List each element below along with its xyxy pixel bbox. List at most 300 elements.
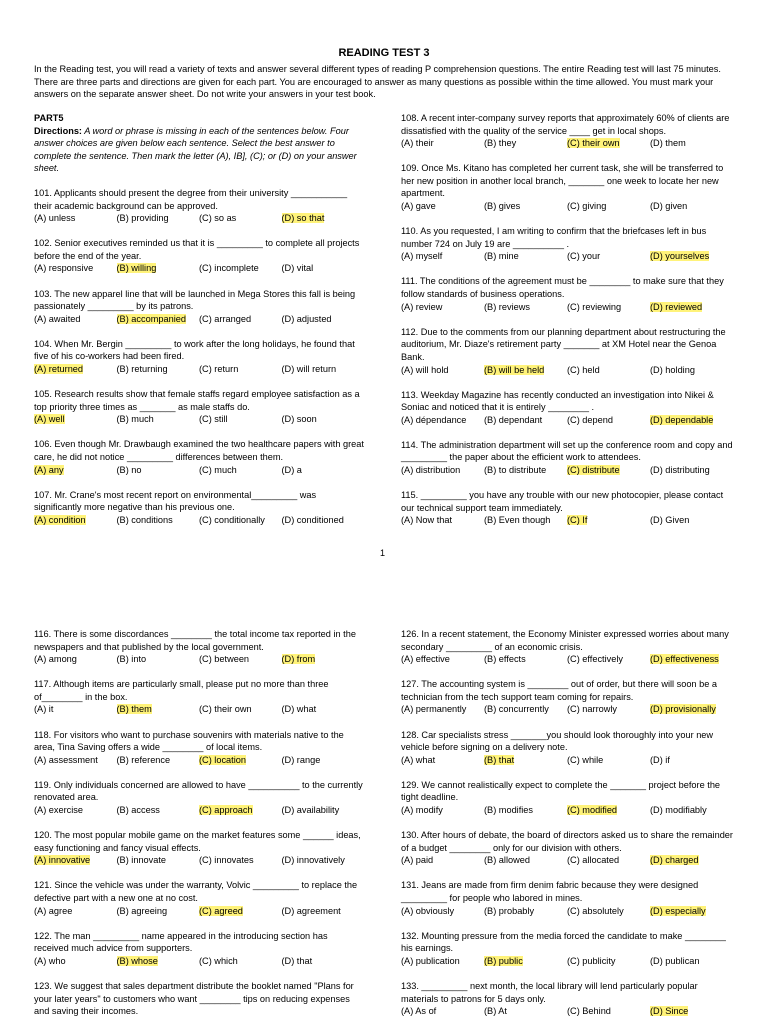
answer-option [282,212,365,225]
answer-option [650,250,733,263]
answer-option [401,301,484,314]
answer-option [484,905,567,918]
answer-option [650,301,733,314]
answer-text: (B) dependant [484,414,543,425]
page-2 [0,622,768,1024]
answer-text: (C) held [567,364,600,375]
answer-text: (D) holding [650,364,695,375]
answer-text: (C) still [199,414,228,425]
question-item [401,439,733,477]
answer-text: (B) much [116,414,154,425]
answer-text: (B) reviews [484,301,530,312]
answer-option [484,754,567,767]
answer-option [650,364,733,377]
question-text: 123. We suggest that sales department distribute the booklet named "Plans for your later years" to customers who want ________ tips on reducing expenses and saving their incomes. [34,980,354,1017]
page-title: READING TEST 3 [338,47,430,59]
question-item [34,930,364,968]
column-right [401,628,733,1030]
answer-option [567,301,650,314]
question-item [401,930,733,968]
question-text: 133. _________ next month, the local library will lend particularly popular materials to patrons for 5 days only. [401,980,698,1004]
highlighted-answer: (D) so that [281,213,325,224]
answer-option [484,250,567,263]
question-text: 119. Only individuals concerned are allowed to have __________ to the currently renovated area. [34,779,363,803]
directions [34,125,364,175]
answer-option [282,754,365,767]
answer-option [401,1005,484,1018]
answer-option [282,653,365,666]
column-left [34,112,364,539]
answer-option [650,464,733,477]
answer-option [650,854,733,867]
question-text: 109. Once Ms. Kitano has completed her current task, she will be transferred to her new position in another local branch, _______ one week to locate her new apartment. [401,163,724,199]
answer-option [199,363,282,376]
question-item [34,187,364,225]
question-text: 120. The most popular mobile game on the market features some ______ ideas, easy functioning and fancy visual effects. [34,830,361,853]
answer-options [401,703,733,716]
highlighted-answer: (C) modified [567,805,618,816]
answer-text: (C) absolutely [567,905,624,916]
question-item [34,388,364,426]
question-text: 121. Since the vehicle was under the warranty, Volvic _________ to replace the defective part with a new one at no cost. [34,880,358,903]
question-text: 102. Senior executives reminded us that it is _________ to complete all projects before the end of the year. [34,238,360,261]
answer-option [650,414,733,427]
answer-options [401,955,733,968]
answer-text: (D) them [650,138,686,149]
answer-text: (D) availability [281,805,340,816]
question-text: 114. The administration department will set up the conference room and copy and _________ the paper about the efficient work to attendees. [401,439,733,463]
answer-text: (A) publication [401,955,460,966]
question-item [34,288,364,326]
answer-options [401,905,733,918]
answer-text: (A) among [34,654,77,665]
highlighted-answer: (B) them [116,704,152,715]
answer-option [484,464,567,477]
part-title: PART5 [34,113,64,123]
question-text: 127. The accounting system is ________ out of order, but there will soon be a technician from the tech support team coming for repairs. [401,679,717,702]
answer-option [484,804,567,817]
answer-text: (A) effective [401,654,450,665]
question-text: 117. Although items are particularly small, please put no more than three of________ in the box. [34,679,329,702]
question-item [34,980,364,1018]
question-text: 105. Research results show that female staffs regard employee satisfaction as a top priority three times as _______ as male staffs do. [34,389,360,412]
answer-text: (B) innovate [116,855,167,866]
answer-options [34,514,364,527]
answer-option [484,854,567,867]
answer-option [567,1005,650,1018]
answer-option [401,653,484,666]
answer-option [650,905,733,918]
answer-option [567,955,650,968]
answer-option [199,262,282,275]
answer-option [34,514,117,527]
answer-option [567,905,650,918]
answer-options [401,301,733,314]
question-text: 128. Car specialists stress _______you should look thoroughly into your new vehicle before signing on a delivery note. [401,729,714,753]
answer-option [117,854,200,867]
answer-options [34,905,364,918]
page-gap [0,566,768,622]
highlighted-answer: (D) from [281,654,316,665]
answer-option [282,262,365,275]
answer-options [34,464,364,477]
highlighted-answer: (A) any [34,464,64,475]
answer-options [34,754,364,767]
answer-option [34,754,117,767]
answer-text: (D) will return [281,364,337,374]
answer-text: (D) a [281,464,302,475]
answer-option [401,137,484,150]
answer-option [401,464,484,477]
answer-option [484,137,567,150]
answer-options [34,313,364,326]
answer-text: (D) publican [650,955,700,966]
answer-text: (D) innovatively [281,855,345,866]
answer-options [401,464,733,477]
question-item [34,489,364,527]
highlighted-answer: (D) yourselves [650,251,710,262]
answer-option [567,414,650,427]
question-item [401,489,733,527]
question-text: 129. We cannot realistically expect to complete the _______ project before the tight deadline. [401,779,721,803]
question-list [401,628,733,1018]
answer-text: (B) modifies [484,805,534,816]
answer-option [401,250,484,263]
answer-option [117,262,200,275]
question-text: 104. When Mr. Bergin _________ to work after the long holidays, he found that five of his co-workers had been fired. [34,338,355,362]
answer-option [34,653,117,666]
answer-option [34,464,117,477]
question-text: 111. The conditions of the agreement must be ________ to make sure that they follow standards of business operations. [401,276,724,300]
answer-text: (C) conditionally [199,514,265,525]
highlighted-answer: (A) condition [34,514,86,525]
answer-text: (B) they [484,138,517,149]
question-item [401,628,733,666]
answer-option [282,514,365,527]
answer-text: (A) who [34,955,66,966]
column-right [401,112,733,539]
answer-option [484,200,567,213]
answer-text: (A) As of [401,1006,437,1017]
question-item [34,729,364,767]
answer-options [34,703,364,716]
question-item [34,237,364,275]
highlighted-answer: (B) will be held [484,364,545,375]
answer-options [34,854,364,867]
answer-option [401,955,484,968]
answer-text: (B) gives [484,201,521,212]
highlighted-answer: (C) If [567,515,588,526]
answer-text: (B) no [116,464,142,475]
answer-option [282,955,365,968]
answer-text: (C) your [567,251,601,262]
answer-text: (C) incomplete [199,263,259,274]
question-item [34,779,364,817]
highlighted-answer: (C) location [199,754,246,765]
answer-option [117,754,200,767]
answer-options [401,804,733,817]
answer-text: (B) into [116,654,147,665]
answer-text: (A) it [34,704,54,715]
question-text: 103. The new apparel line that will be launched in Mega Stores this fall is being passionately _________ by its patrons. [34,288,356,312]
answer-option [401,514,484,527]
highlighted-answer: (D) reviewed [650,301,703,312]
answer-option [199,653,282,666]
answer-option [117,313,200,326]
answer-options [34,262,364,275]
answer-option [34,804,117,817]
answer-option [34,854,117,867]
answer-text: (A) Now that [401,515,453,526]
question-item [401,326,733,376]
answer-options [401,1005,733,1018]
answer-text: (C) while [567,754,604,765]
question-item [401,389,733,427]
highlighted-answer: (C) distribute [567,465,620,476]
answer-option [199,464,282,477]
highlighted-answer: (C) their own [567,138,620,149]
answer-option [484,653,567,666]
answer-text: (B) reference [116,754,171,765]
highlighted-answer: (A) well [34,414,65,425]
highlighted-answer: (A) returned [34,364,84,374]
answer-text: (C) Behind [567,1006,611,1017]
question-item [34,678,364,716]
answer-text: (B) mine [484,251,519,262]
question-list [401,112,733,527]
answer-option [199,754,282,767]
answer-option [650,137,733,150]
question-text: 131. Jeans are made from firm denim fabric because they were designed _________ for people who labored in mines. [401,880,699,903]
answer-options [34,653,364,666]
answer-options [34,413,364,426]
answer-option [199,854,282,867]
answer-option [34,413,117,426]
answer-text: (C) publicity [567,955,616,966]
question-text: 112. Due to the comments from our planning department about restructuring the auditorium, Mr. Diaze's retirement party _______ at XM Hotel near the Genoa Bank. [401,326,726,362]
answer-option [117,363,200,376]
question-item [401,779,733,817]
answer-option [401,905,484,918]
answer-option [282,464,365,477]
question-item [401,225,733,263]
answer-option [567,200,650,213]
answer-option [401,200,484,213]
answer-text: (D) Given [650,515,690,526]
answer-text: (C) innovates [199,855,254,866]
question-list [34,187,364,526]
question-text: 122. The man _________ name appeared in the introducing section has received much advice from supporters. [34,930,328,954]
answer-option [484,703,567,716]
answer-text: (D) agreement [281,905,341,916]
question-text: 106. Even though Mr. Drawbaugh examined the two healthcare papers with great care, he did not notice _________ differences between them. [34,439,364,462]
answer-option [567,250,650,263]
question-item [34,879,364,917]
question-item [34,628,364,666]
answer-text: (D) given [650,201,688,212]
answer-option [401,754,484,767]
answer-text: (D) soon [281,414,317,425]
answer-options [401,514,733,527]
highlighted-answer: (D) provisionally [650,704,716,715]
answer-text: (B) At [484,1006,507,1017]
answer-option [117,703,200,716]
answer-text: (C) giving [567,201,607,212]
answer-text: (A) dépendance [401,414,467,425]
question-text: 116. There is some discordances ________ the total income tax reported in the newspapers and that published by the local government. [34,629,356,652]
answer-text: (B) probably [484,905,535,916]
question-text: 132. Mounting pressure from the media forced the candidate to make ________ his earnings. [401,930,726,954]
answer-text: (B) effects [484,654,526,665]
answer-option [117,413,200,426]
answer-option [282,804,365,817]
answer-text: (D) distributing [650,465,710,476]
answer-option [199,313,282,326]
answer-option [282,363,365,376]
answer-text: (A) agree [34,905,73,916]
answer-text: (A) responsive [34,263,94,274]
answer-text: (C) allocated [567,855,620,866]
answer-option [567,854,650,867]
answer-option [484,301,567,314]
answer-text: (A) permanently [401,704,467,715]
directions-text: A word or phrase is missing in each of the sentences below. Four answer choices are given below each sentence. Select the best answer to complete the sentence. Then mark the letter (A), IB], (C); or (D) on your answer sheet. [34,125,357,174]
question-text: 108. A recent inter-company survey reports that approximately 60% of clients are dissatisfied with the quality of the service ____ get in local shops. [401,113,730,136]
answer-text: (A) assessment [34,754,98,765]
page-number: 1 [380,548,386,558]
highlighted-answer: (B) willing [116,263,157,274]
answer-option [650,514,733,527]
answer-text: (A) awaited [34,313,81,324]
question-text: 107. Mr. Crane's most recent report on environmental_________ was significantly more negative than his previous one. [34,489,317,513]
answer-option [199,955,282,968]
question-text: 113. Weekday Magazine has recently conducted an investigation into Nikei & Soniac and noticed that it is entirely ________ . [401,389,714,413]
answer-option [567,804,650,817]
question-text: 115. _________ you have any trouble with our new photocopier, please contact our technical support team immediately. [401,490,724,513]
answer-options [34,955,364,968]
answer-option [567,464,650,477]
answer-text: (B) allowed [484,855,530,866]
answer-text: (C) effectively [567,654,623,665]
question-item [401,275,733,313]
answer-text: (A) modify [401,805,443,816]
answer-text: (A) their [401,138,434,149]
answer-options [401,653,733,666]
answer-option [199,413,282,426]
question-text: 101. Applicants should present the degree from their university ___________ their academic background can be approved. [34,187,348,211]
answer-option [484,414,567,427]
answer-option [117,514,200,527]
answer-text: (B) concurrently [484,704,549,715]
question-item [34,338,364,376]
answer-options [401,137,733,150]
question-text: 126. In a recent statement, the Economy Minister expressed worries about many secondary _________ of an economic crisis. [401,629,729,652]
answer-option [650,804,733,817]
answer-option [282,413,365,426]
answer-text: (A) gave [401,201,436,212]
highlighted-answer: (D) effectiveness [650,654,719,665]
answer-option [34,262,117,275]
answer-options [34,363,364,376]
answer-option [117,905,200,918]
answer-option [484,514,567,527]
answer-text: (D) conditioned [281,514,344,525]
answer-option [650,955,733,968]
highlighted-answer: (B) accompanied [116,313,186,324]
answer-text: (A) paid [401,855,434,866]
answer-text: (B) to distribute [484,465,547,476]
answer-text: (A) will hold [401,364,449,375]
answer-option [199,804,282,817]
highlighted-answer: (C) approach [199,805,253,816]
answer-text: (B) providing [116,213,169,224]
answer-text: (C) their own [199,704,252,715]
answer-text: (A) distribution [401,465,461,476]
answer-text: (A) myself [401,251,443,262]
answer-text: (C) much [199,464,237,475]
answer-text: (A) what [401,754,436,765]
highlighted-answer: (D) Since [650,1006,689,1017]
answer-text: (C) between [199,654,250,665]
answer-option [401,804,484,817]
question-text: 118. For visitors who want to purchase souvenirs with materials native to the area, Tina Saving offers a wide ________ of local items. [34,729,344,753]
answer-options [401,754,733,767]
answer-text: (A) unless [34,213,76,224]
answer-text: (C) so as [199,213,237,224]
answer-options [401,364,733,377]
answer-option [34,703,117,716]
answer-option [401,364,484,377]
question-item [401,162,733,212]
answer-text: (B) returning [116,364,168,374]
answer-option [650,653,733,666]
answer-text: (D) adjusted [281,313,332,324]
answer-option [199,212,282,225]
highlighted-answer: (C) agreed [199,905,243,916]
highlighted-answer: (D) dependable [650,414,714,425]
answer-options [401,200,733,213]
answer-option [484,364,567,377]
answer-option [34,212,117,225]
answer-option [117,653,200,666]
answer-options [401,250,733,263]
answer-options [34,804,364,817]
answer-text: (C) depend [567,414,613,425]
answer-option [484,1005,567,1018]
answer-option [650,200,733,213]
answer-option [401,854,484,867]
answer-text: (D) if [650,754,670,765]
question-item [401,678,733,716]
answer-option [567,137,650,150]
intro-paragraph: In the Reading test, you will read a variety of texts and answer several different types of reading P comprehension questions. The entire Reading test will last 75 minutes. There are three parts and directions are given for each part. You are encouraged to answer as many questions as possible within the time allowed. You must mark your answers on the separate answer sheet. Do not write your answers in your test book. [34,64,721,100]
answer-text: (C) return [199,364,239,374]
answer-text: (D) modifiably [650,805,707,816]
answer-option [567,514,650,527]
answer-text: (C) narrowly [567,704,618,715]
highlighted-answer: (D) charged [650,855,699,866]
answer-option [117,955,200,968]
answer-option [282,703,365,716]
answer-text: (B) Even though [484,515,551,526]
answer-option [567,653,650,666]
answer-option [282,905,365,918]
answer-option [401,703,484,716]
answer-text: (B) agreeing [116,905,168,916]
answer-text: (D) vital [281,263,314,274]
answer-text: (D) what [281,704,317,715]
answer-option [34,313,117,326]
